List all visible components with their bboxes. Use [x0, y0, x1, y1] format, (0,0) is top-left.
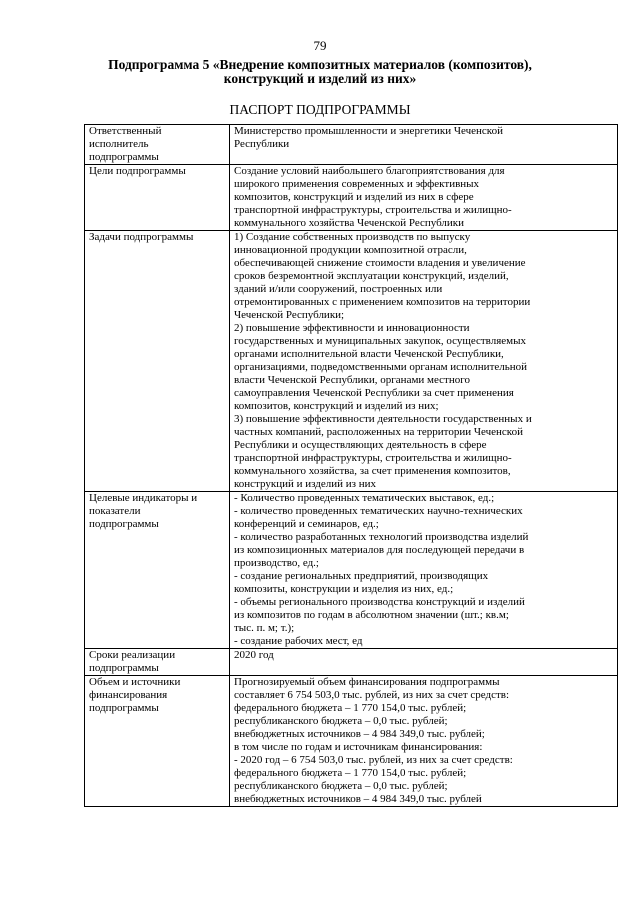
- row-content-line: составляет 6 754 503,0 тыс. рублей, из них за счет средств:: [234, 689, 510, 701]
- table-row: [85, 165, 618, 231]
- row-content-line: Прогнозируемый объем финансирования подпрограммы: [234, 676, 500, 688]
- row-label-line: Сроки реализации: [89, 649, 176, 661]
- row-content-line: сроков безремонтной эксплуатации конструкций, изделий,: [234, 270, 509, 282]
- row-content-line: самоуправления Чеченской Республики за счет применения: [234, 387, 514, 399]
- row-content-cell: [230, 676, 618, 807]
- row-content-line: - объемы регионального производства конструкций и изделий: [234, 596, 525, 608]
- row-label-line: Цели подпрограммы: [89, 165, 186, 177]
- row-content-line: транспортной инфраструктуры, строительства и жилищно-: [234, 204, 512, 216]
- row-label-line: Объем и источники: [89, 676, 181, 688]
- row-content-line: - создание региональных предприятий, производящих: [234, 570, 489, 582]
- row-content-cell: [230, 649, 618, 676]
- row-label-line: подпрограммы: [89, 662, 159, 674]
- row-label-cell: [85, 492, 230, 649]
- row-content-line: 1) Создание собственных производств по выпуску: [234, 231, 471, 243]
- row-label-cell: [85, 231, 230, 492]
- row-content-line: - количество разработанных технологий производства изделий: [234, 531, 529, 543]
- row-content-line: коммунального хозяйства Чеченской Республики: [234, 217, 465, 229]
- row-content-line: Республики: [234, 138, 290, 150]
- row-label-cell: [85, 165, 230, 231]
- row-content-line: республиканского бюджета – 0,0 тыс. рублей;: [234, 780, 448, 792]
- row-label-line: исполнитель: [89, 138, 149, 150]
- table-row: [85, 492, 618, 649]
- row-content-line: внебюджетных источников – 4 984 349,0 тыс. рублей;: [234, 728, 485, 740]
- row-content-line: тыс. п. м; т.);: [234, 622, 295, 634]
- row-label-line: подпрограммы: [89, 702, 159, 714]
- row-content-line: Чеченской Республики;: [234, 309, 345, 321]
- row-content-line: конструкций и изделий из них: [234, 478, 377, 490]
- subprogram-title: [90, 58, 550, 86]
- row-content-line: композитов, конструкций и изделий из них в сфере: [234, 191, 474, 203]
- row-content-line: - 2020 год – 6 754 503,0 тыс. рублей, из них за счет средств:: [234, 754, 513, 766]
- row-label-cell: [85, 649, 230, 676]
- row-label-line: показатели: [89, 505, 141, 517]
- row-content-line: в том числе по годам и источникам финансирования:: [234, 741, 483, 753]
- passport-heading: ПАСПОРТ ПОДПРОГРАММЫ: [229, 102, 411, 117]
- row-label-cell: [85, 125, 230, 165]
- row-content-line: - Количество проведенных тематических выставок, ед.;: [234, 492, 495, 504]
- row-content-line: из композиционных материалов для последующей передачи в: [234, 544, 525, 556]
- row-content-line: транспортной инфраструктуры, строительства и жилищно-: [234, 452, 512, 464]
- passport-table-body: [85, 125, 618, 807]
- passport-table: [84, 124, 618, 807]
- row-content-cell: [230, 165, 618, 231]
- row-content-cell: [230, 492, 618, 649]
- row-content-line: производство, ед.;: [234, 557, 319, 569]
- row-label-line: подпрограммы: [89, 151, 159, 163]
- row-content-cell: [230, 125, 618, 165]
- row-content-line: 2020 год: [234, 649, 274, 661]
- row-label-line: Целевые индикаторы и: [89, 492, 198, 504]
- row-content-line: композиты, конструкции и изделия из них, ед.;: [234, 583, 454, 595]
- row-label-line: финансирования: [89, 689, 168, 701]
- table-row: [85, 231, 618, 492]
- table-row: [85, 125, 618, 165]
- row-content-line: республиканского бюджета – 0,0 тыс. рублей;: [234, 715, 448, 727]
- row-content-line: коммунального хозяйства, за счет применения композитов,: [234, 465, 511, 477]
- row-content-line: отремонтированных с применением композитов на территории: [234, 296, 531, 308]
- title-line: конструкций и изделий из них»: [223, 72, 417, 86]
- row-content-line: федерального бюджета – 1 770 154,0 тыс. рублей;: [234, 767, 467, 779]
- row-content-line: - создание рабочих мест, ед: [234, 635, 363, 647]
- row-content-line: Министерство промышленности и энергетики Чеченской: [234, 125, 503, 137]
- row-content-line: обеспечивающей снижение стоимости владения и увеличение: [234, 257, 526, 269]
- row-content-line: инновационной продукции композитной отрасли,: [234, 244, 467, 256]
- title-line: Подпрограмма 5 «Внедрение композитных материалов (композитов),: [108, 58, 532, 72]
- row-label-line: Ответственный: [89, 125, 162, 137]
- row-content-line: внебюджетных источников – 4 984 349,0 тыс. рублей: [234, 793, 482, 805]
- row-content-line: власти Чеченской Республики, органами местного: [234, 374, 470, 386]
- row-content-line: зданий и/или сооружений, построенных или: [234, 283, 443, 295]
- row-content-line: федерального бюджета – 1 770 154,0 тыс. рублей;: [234, 702, 467, 714]
- row-content-line: - количество проведенных тематических научно-технических: [234, 505, 523, 517]
- row-content-line: 3) повышение эффективности деятельности государственных и: [234, 413, 532, 425]
- row-content-line: конференций и семинаров, ед.;: [234, 518, 379, 530]
- row-label-cell: [85, 676, 230, 807]
- row-content-line: Создание условий наибольшего благоприятствования для: [234, 165, 505, 177]
- row-label-line: подпрограммы: [89, 518, 159, 530]
- row-content-line: 2) повышение эффективности и инновационности: [234, 322, 470, 334]
- page-number: 79: [313, 38, 327, 53]
- row-content-cell: [230, 231, 618, 492]
- table-row: [85, 649, 618, 676]
- row-content-line: широкого применения современных и эффективных: [234, 178, 480, 190]
- row-content-line: государственных и муниципальных закупок, осуществляемых: [234, 335, 526, 347]
- row-content-line: композитов, конструкций и изделий из них;: [234, 400, 439, 412]
- row-label-line: Задачи подпрограммы: [89, 231, 194, 243]
- row-content-line: частных компаний, расположенных на территории Чеченской: [234, 426, 523, 438]
- row-content-line: организациями, подведомственными органам исполнительной: [234, 361, 528, 373]
- row-content-line: Республики и осуществляющих деятельность в сфере: [234, 439, 487, 451]
- row-content-line: органами исполнительной власти Чеченской Республики,: [234, 348, 504, 360]
- row-content-line: из композитов по годам в абсолютном значении (шт.; кв.м;: [234, 609, 509, 621]
- table-row: [85, 676, 618, 807]
